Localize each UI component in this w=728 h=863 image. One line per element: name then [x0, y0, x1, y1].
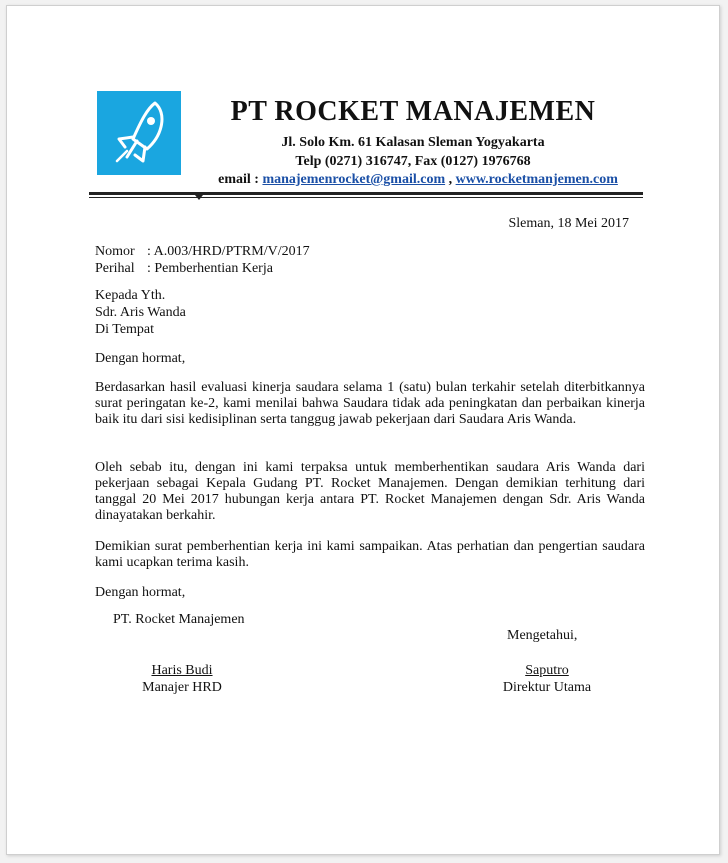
signatory-right	[467, 662, 627, 696]
recipient-block	[95, 287, 186, 338]
website-link[interactable]: www.rocketmanjemen.com	[455, 172, 618, 187]
body-paragraph: Oleh sebab itu, dengan ini kami terpaksa untuk memberhentikan saudara Aris Wanda dari pekerjaan sebagai Kepala Gudang PT. Rocket Manajemen. Dengan demikian terhitung dari tanggal 20 Mei 2017 hubungan kerja antara PT. Rocket Manajemen dengan Sdr. Aris Wanda dinayatakan berkahir.	[95, 460, 645, 523]
body-paragraph: Demikian surat pemberhentian kerja ini kami sampaikan. Atas perhatian dan pengertian saudara kami ucapkan terima kasih.	[95, 539, 645, 570]
recipient-line: Sdr. Aris Wanda	[95, 305, 186, 320]
signatory-title: Direktur Utama	[502, 680, 592, 695]
nomor-value: : A.003/HRD/PTRM/V/2017	[147, 244, 310, 259]
signatory-name: Saputro	[525, 663, 569, 678]
company-phone: Telp (0271) 316747, Fax (0127) 1976768	[295, 154, 531, 169]
company-address: Jl. Solo Km. 61 Kalasan Sleman Yogyakarta	[281, 135, 545, 150]
recipient-line: Kepada Yth.	[95, 288, 166, 303]
email-link[interactable]: manajemenrocket@gmail.com	[262, 172, 446, 187]
signatory-title: Manajer HRD	[142, 680, 222, 695]
divider-notch	[195, 195, 203, 200]
letter-date: Sleman, 18 Mei 2017	[508, 216, 629, 231]
acknowledged-label: Mengetahui,	[507, 628, 578, 643]
rocket-icon	[97, 91, 181, 175]
company-name: PT ROCKET MANAJEMEN	[230, 96, 596, 127]
body-paragraph: Berdasarkan hasil evaluasi kinerja saudara selama 1 (satu) bulan terkahir setelah diterbitkannya surat peringatan ke-2, kami menilai bahwa Saudara tidak ada peningkatan dan perbaikan kinerja baik itu dari sisi kedisiplinan serta tanggug jawab pekerjaan dari Saudara Aris Wanda.	[95, 380, 645, 427]
email-label: email :	[218, 172, 259, 187]
perihal-value: : Pemberhentian Kerja	[147, 261, 273, 276]
nomor-label: Nomor	[95, 244, 135, 259]
recipient-line: Di Tempat	[95, 322, 155, 337]
reference-block	[95, 243, 310, 277]
letter-page	[6, 5, 720, 855]
closing: Dengan hormat,	[95, 585, 186, 600]
header-divider	[89, 192, 643, 195]
greeting: Dengan hormat,	[95, 351, 186, 366]
header-divider-thin	[89, 197, 643, 198]
signatory-left	[107, 662, 257, 696]
company-logo	[97, 91, 181, 175]
company-contact	[203, 172, 633, 188]
signatory-name: Haris Budi	[151, 663, 213, 678]
contact-separator: ,	[448, 172, 453, 187]
sender-company: PT. Rocket Manajemen	[113, 612, 245, 627]
perihal-label: Perihal	[95, 261, 135, 276]
